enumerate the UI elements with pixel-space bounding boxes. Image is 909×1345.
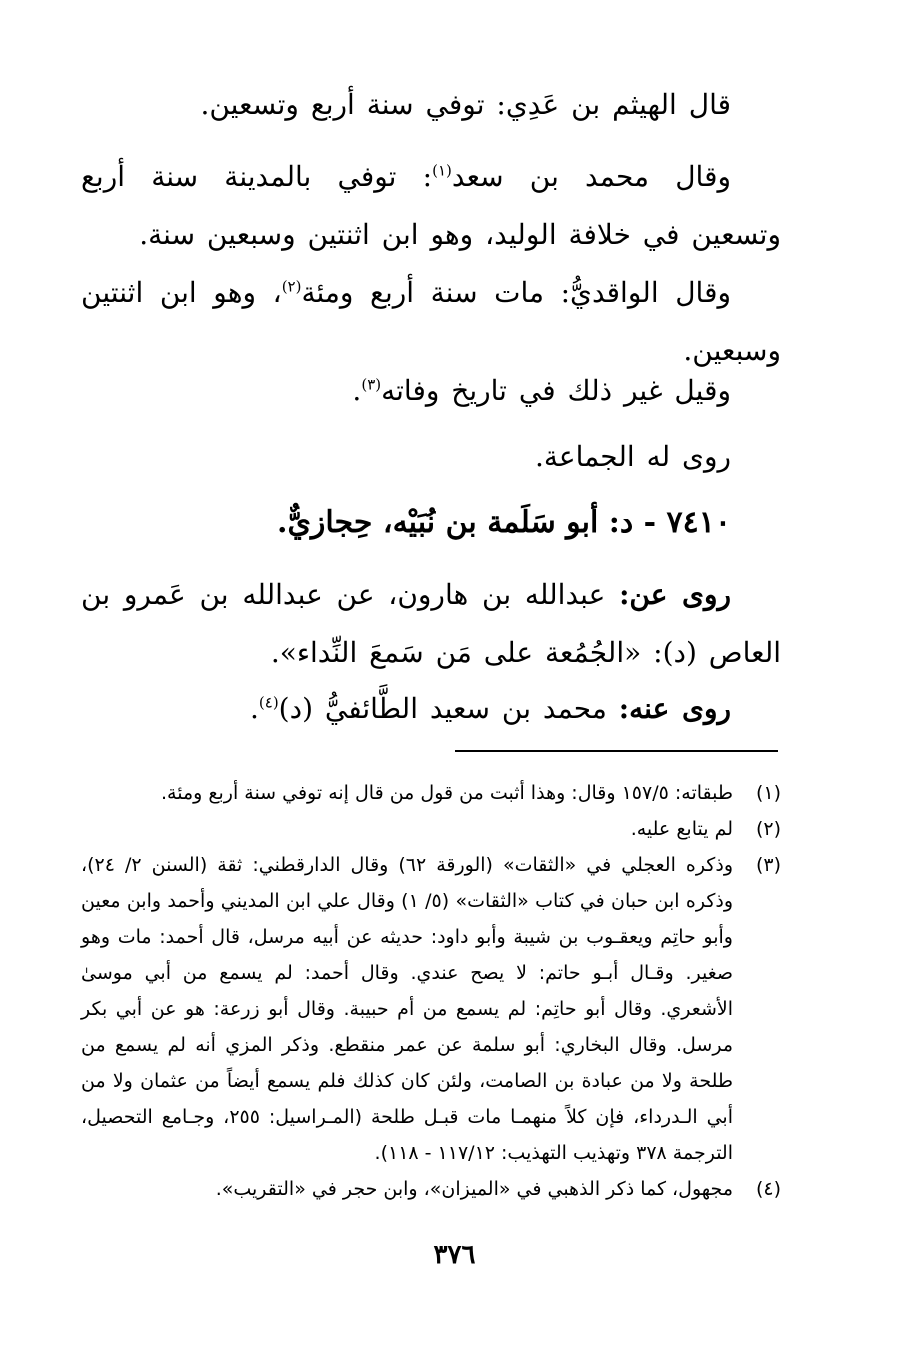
footnote-separator xyxy=(455,750,778,752)
footnote-3 xyxy=(81,847,781,1171)
footnotes xyxy=(81,775,781,1207)
entry-heading-text: ٧٤١٠ - د: أبو سَلَمة بن نُبَيْه، حِجازيٌّ. xyxy=(277,505,731,540)
paragraph-narrators xyxy=(81,428,781,486)
footnote-text: طبقاته: ١٥٧/٥ وقال: وهذا أثبت من قول من قال إنه توفي سنة أربع ومئة. xyxy=(161,782,733,804)
paragraph-ibn-saad xyxy=(81,148,781,264)
footnote-text: وذكره العجلي في «الثقات» (الورقة ٦٢) وقال الدارقطني: ثقة (السنن ٢/ ٢٤)، وذكره ابن حبان في كتاب «الثقات» (٥/ ١) وقال علي ابن المديني وأحمد وابن معين وأبو حاتِم ويعقـوب بن شيبة وأبو داود: حديثه عن أبيه مرسل، قال أحمد: مات وهو صغير. وقـال أبـو حاتم: لا يصح عندي. وقال أحمد: لم يسمع من أبي موسىٰ الأشعري. وقال أبو حاتِم: لم يسمع من أم حبيبة. وقال أبو زرعة: هو عن أبي بكر مرسل. وقال البخاري: أبو سلمة عن عمر منقطع. وذكر المزي أنه لم يسمع من طلحة ولا من عبادة بن الصامت، ولئن كان كذلك فلم يسمع أيضاً من عثمان ولا من أبي الـدرداء، فإن كلاً منهمـا مات قبـل طلحة (المـراسيل: ٢٥٥، وجـامع التحصيل، الترجمة ٣٧٨ وتهذيب التهذيب: ١١٧/١٢ - ١١٨). xyxy=(81,854,734,1164)
footnote-ref-3[interactable]: (٣) xyxy=(361,375,382,394)
paragraph-haytham xyxy=(81,76,781,134)
page-number: ٣٧٦ xyxy=(433,1240,476,1270)
footnote-number: (٣) xyxy=(755,854,781,876)
paragraph-text: وقيل غير ذلك في تاريخ وفاته xyxy=(381,374,731,407)
paragraph-text: روى له الجماعة. xyxy=(534,440,731,473)
paragraph-text: ، وهو ابن اثنتين وسبعين. xyxy=(81,276,781,367)
paragraph-text: محمد بن سعيد الطَّائفيُّ (د) xyxy=(278,692,607,725)
footnote-1 xyxy=(81,775,781,811)
paragraph-text: . xyxy=(352,374,362,407)
paragraph-narrated-by xyxy=(81,680,781,738)
footnote-4 xyxy=(81,1171,781,1207)
paragraph-text: وقال الواقديُّ: مات سنة أربع ومئة xyxy=(301,276,731,309)
footnote-2 xyxy=(81,811,781,847)
footnote-text: مجهول، كما ذكر الذهبي في «الميزان»، وابن حجر في «التقريب». xyxy=(215,1178,733,1200)
footnote-number: (٢) xyxy=(755,818,781,840)
paragraph-other-dates xyxy=(81,362,781,420)
paragraph-text: عبدالله بن هارون، عن عبدالله بن عَمرو بن العاص (د): «الجُمُعة على مَن سَمعَ النِّداء». xyxy=(81,578,781,669)
footnote-ref-4[interactable]: (٤) xyxy=(258,693,279,712)
paragraph-text: . xyxy=(249,692,259,725)
paragraph-text: : توفي بالمدينة سنة أربع وتسعين في خلافة الوليد، وهو ابن اثنتين وسبعين سنة. xyxy=(81,160,781,251)
footnote-ref-2[interactable]: (٢) xyxy=(281,277,302,296)
footnote-ref-1[interactable]: (١) xyxy=(432,161,452,180)
narrated-from-label: روى عن: xyxy=(619,578,731,611)
paragraph-text: وقال محمد بن سعد xyxy=(451,160,731,193)
narrated-by-label: روى عنه: xyxy=(618,692,731,725)
paragraph-narrated-from xyxy=(81,566,781,682)
footnote-text: لم يتابع عليه. xyxy=(630,818,733,840)
paragraph-text: قال الهيثم بن عَدِي: توفي سنة أربع وتسعين. xyxy=(200,88,731,121)
footnote-number: (١) xyxy=(755,782,781,804)
footnote-number: (٤) xyxy=(755,1178,781,1200)
entry-heading xyxy=(81,494,781,552)
